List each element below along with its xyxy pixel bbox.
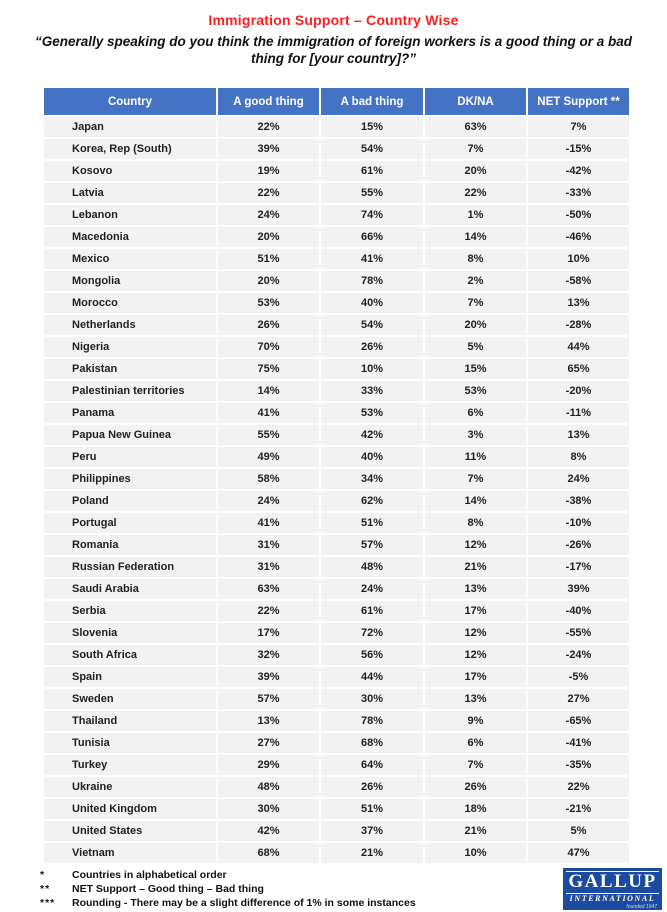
table-row xyxy=(44,183,630,203)
value-cell: 29% xyxy=(218,755,319,775)
value-cell: 26% xyxy=(321,337,423,357)
value-cell: 42% xyxy=(321,425,423,445)
value-cell: -41% xyxy=(528,733,629,753)
value-cell: 6% xyxy=(425,733,526,753)
country-cell: Pakistan xyxy=(44,359,216,379)
value-cell: 17% xyxy=(425,667,526,687)
value-cell: 53% xyxy=(425,381,526,401)
table-row xyxy=(44,491,630,511)
table-row xyxy=(44,513,630,533)
value-cell: 40% xyxy=(321,293,423,313)
value-cell: 13% xyxy=(528,425,629,445)
value-cell: 37% xyxy=(321,821,423,841)
country-cell: United Kingdom xyxy=(44,799,216,819)
country-cell: United States xyxy=(44,821,216,841)
table-row xyxy=(44,381,630,401)
country-cell: Japan xyxy=(44,117,216,137)
value-cell: 21% xyxy=(425,557,526,577)
value-cell: 18% xyxy=(425,799,526,819)
value-cell: 63% xyxy=(218,579,319,599)
value-cell: 7% xyxy=(425,469,526,489)
value-cell: 15% xyxy=(425,359,526,379)
footnote xyxy=(40,883,540,897)
value-cell: 20% xyxy=(218,227,319,247)
value-cell: 33% xyxy=(321,381,423,401)
value-cell: 10% xyxy=(425,843,526,863)
table-row xyxy=(44,425,630,445)
footnote-marker: *** xyxy=(40,896,56,909)
value-cell: 13% xyxy=(425,579,526,599)
value-cell: 7% xyxy=(528,117,629,137)
header-cell-country: Country xyxy=(44,88,216,115)
country-cell: Poland xyxy=(44,491,216,511)
value-cell: -65% xyxy=(528,711,629,731)
value-cell: 7% xyxy=(425,139,526,159)
table-row xyxy=(44,535,630,555)
country-cell: Palestinian territories xyxy=(44,381,216,401)
country-cell: Tunisia xyxy=(44,733,216,753)
country-cell: Macedonia xyxy=(44,227,216,247)
value-cell: 57% xyxy=(218,689,319,709)
value-cell: 27% xyxy=(218,733,319,753)
value-cell: 75% xyxy=(218,359,319,379)
value-cell: 39% xyxy=(218,667,319,687)
country-cell: Lebanon xyxy=(44,205,216,225)
header-cell-bad-thing: A bad thing xyxy=(321,88,423,115)
country-cell: Netherlands xyxy=(44,315,216,335)
data-table xyxy=(44,88,630,863)
value-cell: 26% xyxy=(321,777,423,797)
table-row xyxy=(44,227,630,247)
table-row xyxy=(44,645,630,665)
value-cell: -15% xyxy=(528,139,629,159)
footnote xyxy=(40,897,540,911)
value-cell: 14% xyxy=(218,381,319,401)
value-cell: 24% xyxy=(528,469,629,489)
country-cell: Vietnam xyxy=(44,843,216,863)
value-cell: 20% xyxy=(425,315,526,335)
value-cell: 13% xyxy=(528,293,629,313)
value-cell: 64% xyxy=(321,755,423,775)
value-cell: -26% xyxy=(528,535,629,555)
table-row xyxy=(44,337,630,357)
value-cell: 48% xyxy=(321,557,423,577)
country-cell: Mexico xyxy=(44,249,216,269)
value-cell: 22% xyxy=(218,117,319,137)
value-cell: -21% xyxy=(528,799,629,819)
value-cell: -11% xyxy=(528,403,629,423)
value-cell: 41% xyxy=(321,249,423,269)
value-cell: -35% xyxy=(528,755,629,775)
survey-question: “Generally speaking do you think the immigration of foreign workers is a good thing or a bad thing for [your country]?” xyxy=(34,34,633,67)
value-cell: 41% xyxy=(218,403,319,423)
country-cell: Kosovo xyxy=(44,161,216,181)
value-cell: -17% xyxy=(528,557,629,577)
value-cell: 24% xyxy=(218,205,319,225)
table-header xyxy=(44,88,630,115)
footnote-text: Countries in alphabetical order xyxy=(72,869,227,881)
value-cell: 12% xyxy=(425,535,526,555)
value-cell: 3% xyxy=(425,425,526,445)
country-cell: Saudi Arabia xyxy=(44,579,216,599)
table-row xyxy=(44,733,630,753)
table-row xyxy=(44,821,630,841)
value-cell: 48% xyxy=(218,777,319,797)
gallup-international-logo xyxy=(563,868,662,910)
value-cell: 53% xyxy=(218,293,319,313)
table-row xyxy=(44,315,630,335)
value-cell: 78% xyxy=(321,711,423,731)
table-row xyxy=(44,843,630,863)
logo-founded-text: founded 1947 xyxy=(626,904,657,910)
country-cell: Mongolia xyxy=(44,271,216,291)
table-row xyxy=(44,161,630,181)
value-cell: 13% xyxy=(425,689,526,709)
table-row xyxy=(44,403,630,423)
country-cell: Peru xyxy=(44,447,216,467)
value-cell: 15% xyxy=(321,117,423,137)
value-cell: 44% xyxy=(321,667,423,687)
value-cell: 27% xyxy=(528,689,629,709)
value-cell: 51% xyxy=(218,249,319,269)
value-cell: 21% xyxy=(321,843,423,863)
value-cell: 8% xyxy=(425,249,526,269)
country-cell: Nigeria xyxy=(44,337,216,357)
country-cell: Papua New Guinea xyxy=(44,425,216,445)
value-cell: -55% xyxy=(528,623,629,643)
value-cell: 31% xyxy=(218,557,319,577)
value-cell: 51% xyxy=(321,799,423,819)
value-cell: 14% xyxy=(425,491,526,511)
value-cell: 72% xyxy=(321,623,423,643)
value-cell: 57% xyxy=(321,535,423,555)
value-cell: 17% xyxy=(218,623,319,643)
value-cell: 22% xyxy=(218,601,319,621)
country-cell: Slovenia xyxy=(44,623,216,643)
footnote-text: NET Support – Good thing – Bad thing xyxy=(72,882,264,895)
value-cell: 66% xyxy=(321,227,423,247)
value-cell: 30% xyxy=(321,689,423,709)
value-cell: 40% xyxy=(321,447,423,467)
table-row xyxy=(44,139,630,159)
value-cell: 17% xyxy=(425,601,526,621)
value-cell: 12% xyxy=(425,623,526,643)
value-cell: 44% xyxy=(528,337,629,357)
value-cell: -58% xyxy=(528,271,629,291)
table-row xyxy=(44,205,630,225)
value-cell: 62% xyxy=(321,491,423,511)
footnote-text: Rounding - There may be a slight difference of 1% in some instances xyxy=(72,896,416,909)
value-cell: -40% xyxy=(528,601,629,621)
country-cell: Ukraine xyxy=(44,777,216,797)
logo-international-text: INTERNATIONAL xyxy=(569,894,656,903)
value-cell: 34% xyxy=(321,469,423,489)
header-cell-good-thing: A good thing xyxy=(218,88,319,115)
table-row xyxy=(44,469,630,489)
value-cell: 41% xyxy=(218,513,319,533)
value-cell: -24% xyxy=(528,645,629,665)
value-cell: 24% xyxy=(218,491,319,511)
value-cell: 22% xyxy=(528,777,629,797)
value-cell: 2% xyxy=(425,271,526,291)
value-cell: 22% xyxy=(218,183,319,203)
country-cell: Turkey xyxy=(44,755,216,775)
country-cell: South Africa xyxy=(44,645,216,665)
value-cell: 22% xyxy=(425,183,526,203)
table-row xyxy=(44,447,630,467)
value-cell: 26% xyxy=(218,315,319,335)
value-cell: 24% xyxy=(321,579,423,599)
value-cell: 9% xyxy=(425,711,526,731)
table-row xyxy=(44,293,630,313)
table-row xyxy=(44,557,630,577)
country-cell: Spain xyxy=(44,667,216,687)
value-cell: -28% xyxy=(528,315,629,335)
value-cell: 14% xyxy=(425,227,526,247)
value-cell: 20% xyxy=(425,161,526,181)
value-cell: 61% xyxy=(321,601,423,621)
value-cell: 68% xyxy=(218,843,319,863)
value-cell: 39% xyxy=(218,139,319,159)
value-cell: 8% xyxy=(528,447,629,467)
value-cell: 11% xyxy=(425,447,526,467)
value-cell: 63% xyxy=(425,117,526,137)
country-cell: Serbia xyxy=(44,601,216,621)
value-cell: 55% xyxy=(218,425,319,445)
value-cell: -46% xyxy=(528,227,629,247)
value-cell: 53% xyxy=(321,403,423,423)
table-row xyxy=(44,117,630,137)
report-page xyxy=(0,12,667,912)
value-cell: -38% xyxy=(528,491,629,511)
country-cell: Morocco xyxy=(44,293,216,313)
value-cell: 70% xyxy=(218,337,319,357)
value-cell: 51% xyxy=(321,513,423,533)
logo-gallup-text: GALLUP xyxy=(568,871,657,892)
value-cell: 26% xyxy=(425,777,526,797)
value-cell: 65% xyxy=(528,359,629,379)
footnote-marker: ** xyxy=(40,882,51,895)
footnotes xyxy=(40,869,540,911)
value-cell: -42% xyxy=(528,161,629,181)
table-row xyxy=(44,755,630,775)
table-row xyxy=(44,711,630,731)
page-title: Immigration Support – Country Wise xyxy=(208,12,459,28)
value-cell: 5% xyxy=(425,337,526,357)
value-cell: 54% xyxy=(321,139,423,159)
value-cell: 8% xyxy=(425,513,526,533)
table-row xyxy=(44,359,630,379)
value-cell: 30% xyxy=(218,799,319,819)
value-cell: 42% xyxy=(218,821,319,841)
value-cell: -33% xyxy=(528,183,629,203)
value-cell: 68% xyxy=(321,733,423,753)
value-cell: 56% xyxy=(321,645,423,665)
value-cell: 12% xyxy=(425,645,526,665)
country-cell: Sweden xyxy=(44,689,216,709)
value-cell: -10% xyxy=(528,513,629,533)
value-cell: 21% xyxy=(425,821,526,841)
value-cell: 78% xyxy=(321,271,423,291)
value-cell: 6% xyxy=(425,403,526,423)
table-body xyxy=(44,117,630,863)
country-cell: Thailand xyxy=(44,711,216,731)
value-cell: 13% xyxy=(218,711,319,731)
value-cell: 7% xyxy=(425,293,526,313)
value-cell: 61% xyxy=(321,161,423,181)
table-row xyxy=(44,249,630,269)
value-cell: 19% xyxy=(218,161,319,181)
value-cell: 7% xyxy=(425,755,526,775)
value-cell: 49% xyxy=(218,447,319,467)
footnote xyxy=(40,869,540,883)
value-cell: 10% xyxy=(528,249,629,269)
value-cell: 54% xyxy=(321,315,423,335)
country-cell: Latvia xyxy=(44,183,216,203)
table-row xyxy=(44,623,630,643)
country-cell: Korea, Rep (South) xyxy=(44,139,216,159)
value-cell: 58% xyxy=(218,469,319,489)
country-cell: Portugal xyxy=(44,513,216,533)
value-cell: 55% xyxy=(321,183,423,203)
value-cell: 20% xyxy=(218,271,319,291)
country-cell: Romania xyxy=(44,535,216,555)
table-row xyxy=(44,689,630,709)
table-row xyxy=(44,271,630,291)
footnote-marker: * xyxy=(40,869,46,881)
table-row xyxy=(44,777,630,797)
value-cell: 1% xyxy=(425,205,526,225)
value-cell: -50% xyxy=(528,205,629,225)
table-row xyxy=(44,579,630,599)
value-cell: -20% xyxy=(528,381,629,401)
header-cell-net-support: NET Support ** xyxy=(528,88,629,115)
header-cell-dk-na: DK/NA xyxy=(425,88,526,115)
value-cell: 10% xyxy=(321,359,423,379)
value-cell: 31% xyxy=(218,535,319,555)
table-row xyxy=(44,799,630,819)
value-cell: 32% xyxy=(218,645,319,665)
value-cell: 5% xyxy=(528,821,629,841)
country-cell: Russian Federation xyxy=(44,557,216,577)
table-row xyxy=(44,601,630,621)
value-cell: 39% xyxy=(528,579,629,599)
value-cell: 74% xyxy=(321,205,423,225)
country-cell: Philippines xyxy=(44,469,216,489)
value-cell: 47% xyxy=(528,843,629,863)
country-cell: Panama xyxy=(44,403,216,423)
value-cell: -5% xyxy=(528,667,629,687)
table-row xyxy=(44,667,630,687)
